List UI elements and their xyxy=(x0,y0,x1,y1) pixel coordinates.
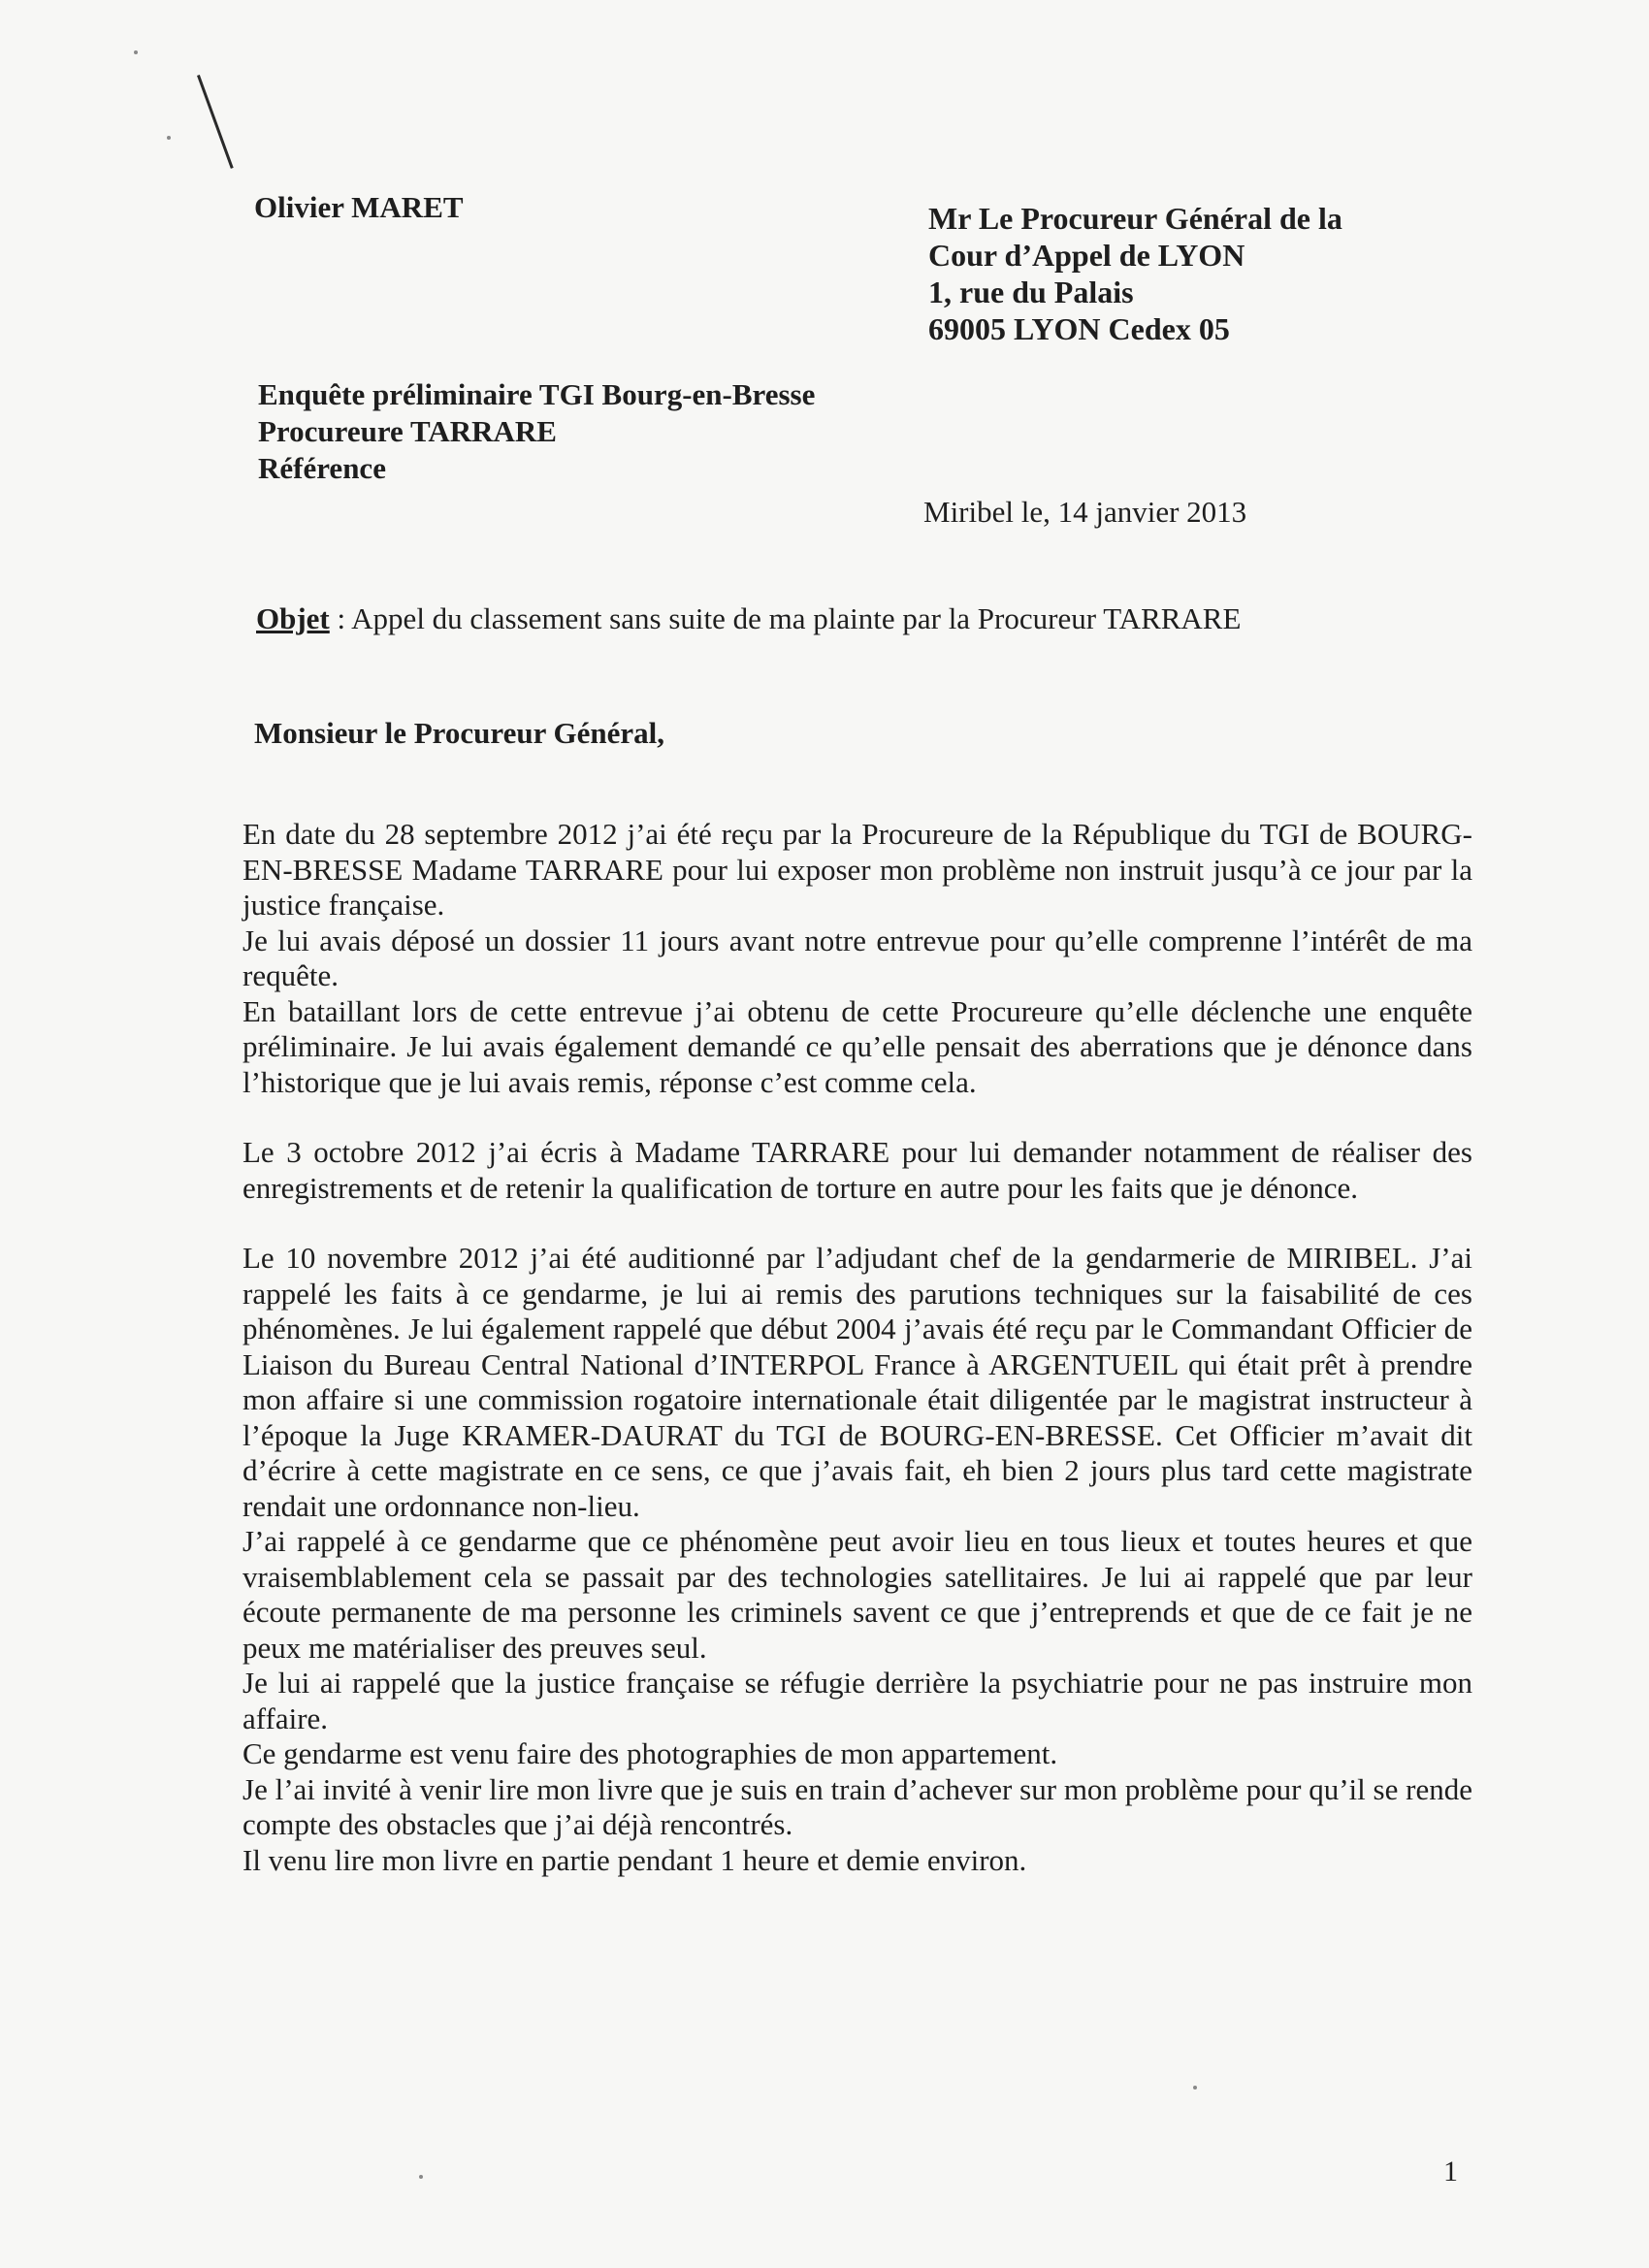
scan-speck xyxy=(1193,2086,1197,2090)
body-paragraph: Le 10 novembre 2012 j’ai été auditionné par l’adjudant chef de la gendarmerie de MIRIBEL. J’ai rappelé les faits à ce gendarme, je lui ai remis des parutions techniques sur la faisabilité de ces phénomènes. Je lui également rappelé que début 2004 j’avais été reçu par le Commandant Officier de Liaison du Bureau Central National d’INTERPOL France à ARGENTUEIL qui était prêt à prendre mon affaire si une commission rogatoire internationale était diligentée par le magistrat instructeur à l’époque la Juge KRAMER-DAURAT du TGI de BOURG-EN-BRESSE. Cet Officier m’avait dit d’écrire à cette magistrate en ce sens, ce que j’avais fait, eh bien 2 jours plus tard cette magistrate rendait une ordonnance non-lieu. xyxy=(242,1241,1472,1523)
subject-label: Objet xyxy=(256,601,330,635)
reference-line: Référence xyxy=(258,451,386,485)
body-paragraph: Le 3 octobre 2012 j’ai écris à Madame TARRARE pour lui demander notamment de réaliser des enregistrements et de retenir la qualification de torture en autre pour les faits que je dénonce. xyxy=(242,1135,1472,1205)
sender-name: Olivier MARET xyxy=(254,190,464,224)
body-paragraph: Ce gendarme est venu faire des photographies de mon appartement. xyxy=(242,1736,1058,1770)
subject-text: : Appel du classement sans suite de ma plainte par la Procureur TARRARE xyxy=(329,601,1242,635)
letter-body xyxy=(242,817,1472,1878)
recipient-address xyxy=(928,200,1342,347)
recipient-line: 1, rue du Palais xyxy=(928,275,1134,309)
paragraph-gap xyxy=(242,1206,1472,1241)
body-paragraph: Je l’ai invité à venir lire mon livre que je suis en train d’achever sur mon problème pour qu’il se rende compte des obstacles que j’ai déjà rencontrés. xyxy=(242,1771,1472,1841)
body-paragraph: Je lui ai rappelé que la justice française se réfugie derrière la psychiatrie pour ne pas instruire mon affaire. xyxy=(242,1666,1472,1735)
recipient-line: 69005 LYON Cedex 05 xyxy=(928,311,1230,346)
body-paragraph: Il venu lire mon livre en partie pendant 1 heure et demie environ. xyxy=(242,1842,1027,1877)
body-paragraph: J’ai rappelé à ce gendarme que ce phénomène peut avoir lieu en tous lieux et toutes heures et que vraisemblablement cela se passait par des technologies satellitaires. Je lui ai rappelé que par leur écoute permanente de ma personne les criminels savent ce que j’entreprends et que de ce fait je ne peux me matérialiser des preuves seul. xyxy=(242,1524,1472,1665)
recipient-line: Cour d’Appel de LYON xyxy=(928,238,1245,273)
recipient-line: Mr Le Procureur Général de la xyxy=(928,201,1342,236)
pen-stroke-mark xyxy=(197,75,234,169)
body-paragraph: En date du 28 septembre 2012 j’ai été reçu par la Procureure de la République du TGI de BOURG-EN-BRESSE Madame TARRARE pour lui exposer mon problème non instruit jusqu’à ce jour par la justice française. xyxy=(242,817,1472,922)
body-paragraph: En bataillant lors de cette entrevue j’ai obtenu de cette Procureure qu’elle déclenche une enquête préliminaire. Je lui avais également demandé ce qu’elle pensait des aberrations que je dénonce dans l’historique que je lui avais remis, réponse c’est comme cela. xyxy=(242,993,1472,1099)
scan-speck xyxy=(134,50,138,54)
paragraph-gap xyxy=(242,1100,1472,1135)
reference-block xyxy=(258,376,815,487)
body-paragraph: Je lui avais déposé un dossier 11 jours avant notre entrevue pour qu’elle comprenne l’intérêt de ma requête. xyxy=(242,923,1472,992)
page-number: 1 xyxy=(1443,2155,1458,2187)
scan-speck xyxy=(419,2175,423,2179)
scan-speck xyxy=(167,136,171,140)
salutation: Monsieur le Procureur Général, xyxy=(254,716,665,750)
reference-line: Enquête préliminaire TGI Bourg-en-Bresse xyxy=(258,377,816,411)
letter-date: Miribel le, 14 janvier 2013 xyxy=(923,495,1247,529)
subject-line xyxy=(256,601,1241,636)
reference-line: Procureure TARRARE xyxy=(258,414,557,448)
